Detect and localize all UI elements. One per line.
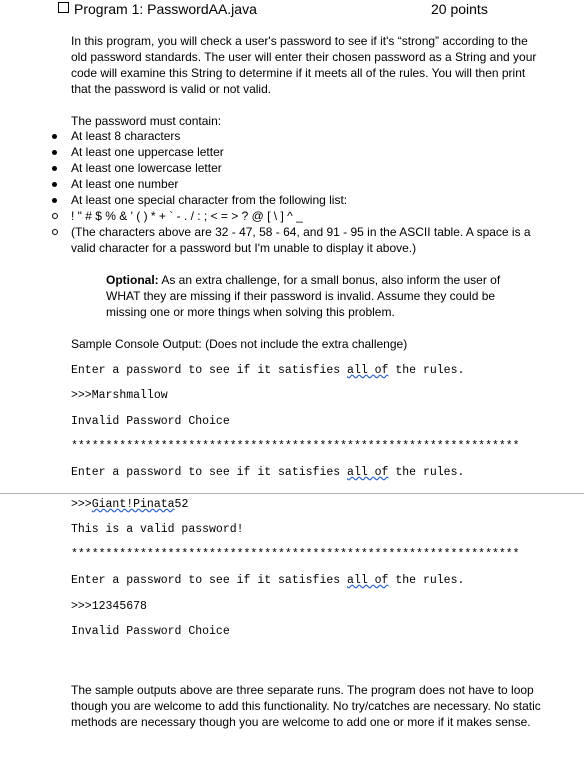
console-input-line: >>>Giant!Pinata52 (71, 498, 189, 511)
rules-heading: The password must contain: (71, 114, 222, 128)
circle-bullet-icon (52, 229, 58, 235)
rule-item (71, 192, 347, 208)
page-break-divider (0, 493, 584, 494)
circle-bullet-icon (52, 213, 58, 219)
closing-paragraph: The sample outputs above are three separate runs. The program does not have to loop though you are welcome to add this functionality. No try/catches are necessary. No static methods are necessary though you are welcome to add one or more if it makes sense. (71, 683, 541, 729)
special-chars-text: ! " # $ % & ' ( ) * + ` - . / : ; < = > ? @ [ \ ] ^ _ (71, 209, 303, 223)
program-title-text: Program 1: PasswordAA.java (74, 1, 257, 17)
rule-text: At least one number (71, 177, 179, 191)
checkbox-icon[interactable] (58, 2, 69, 13)
optional-label: Optional: (106, 273, 159, 287)
rule-item (71, 176, 178, 192)
rule-text: At least one special character from the following list: (71, 193, 348, 207)
console-prompt-line: Enter a password to see if it satisfies all of the rules. (71, 364, 465, 377)
bullet-icon (52, 182, 57, 187)
intro-paragraph: In this program, you will check a user's password to see if it's “strong” according to the old password standards. The user will enter their chosen password as a String and your code will examine this String to determine if it meets all of the rules. You will then print that the password is valid or not valid. (71, 34, 537, 96)
console-result-line: This is a valid password! (71, 523, 244, 536)
rule-item (71, 144, 224, 160)
console-result-line: Invalid Password Choice (71, 415, 230, 428)
ascii-note-item (71, 224, 541, 256)
rule-text: At least one uppercase letter (71, 145, 224, 159)
rule-text: At least one lowercase letter (71, 161, 222, 175)
rule-item (71, 128, 180, 144)
sample-output-heading: Sample Console Output: (Does not include the extra challenge) (71, 337, 408, 351)
console-separator: ***************************************************************** (71, 548, 520, 561)
rule-item (71, 160, 222, 176)
console-prompt-line: Enter a password to see if it satisfies all of the rules. (71, 466, 465, 479)
console-separator: ***************************************************************** (71, 440, 520, 453)
bullet-icon (52, 166, 57, 171)
optional-text: As an extra challenge, for a small bonus, also inform the user of WHAT they are missing if their password is invalid. Assume they could be missing one or more things when solving this problem. (106, 273, 501, 319)
optional-challenge (106, 272, 526, 320)
console-prompt-line: Enter a password to see if it satisfies all of the rules. (71, 574, 465, 587)
ascii-note-text: (The characters above are 32 - 47, 58 - 64, and 91 - 95 in the ASCII table. A space is a valid character for a password but I'm unable to display it above.) (71, 225, 531, 255)
bullet-icon (52, 134, 57, 139)
console-result-line: Invalid Password Choice (71, 625, 230, 638)
console-input-line: >>>12345678 (71, 600, 147, 613)
program-title (58, 0, 257, 18)
bullet-icon (52, 150, 57, 155)
points-label: 20 points (431, 1, 488, 17)
rule-text: At least 8 characters (71, 129, 181, 143)
special-chars-item (71, 208, 303, 224)
bullet-icon (52, 198, 57, 203)
console-input-line: >>>Marshmallow (71, 389, 168, 402)
